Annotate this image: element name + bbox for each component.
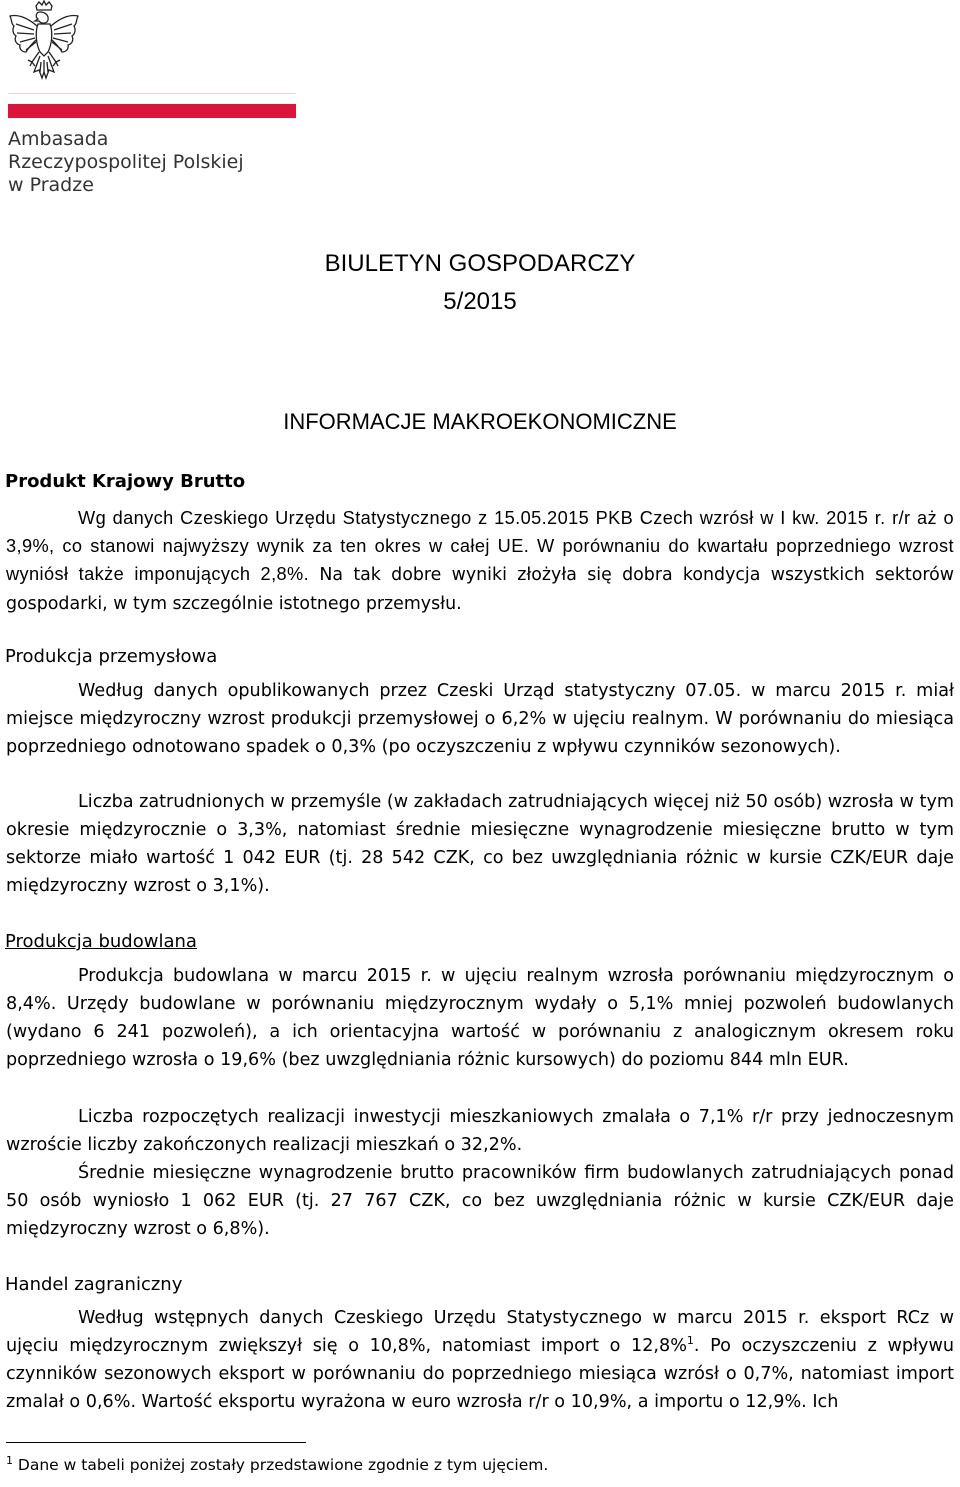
embassy-line-1: Ambasada	[8, 128, 109, 150]
paragraph-handel	[6, 1304, 954, 1416]
heading-przemysl: Produkcja przemysłowa	[5, 646, 218, 667]
footnote-separator	[6, 1442, 306, 1443]
pkb-text-1: Wg danych Czeskiego Urzędu Statystycznego z 15.05.2015 PKB Czech wzrósł w I kw. 2015 r. r/r aż o 3,9%, co stanowi najwyższy wynik za ten okres w całej UE. W porównaniu do kwartału poprzedniego wzrost wyniósł także imponujących 2,8%.	[6, 508, 954, 584]
footnote-reference[interactable]: 1	[686, 1334, 694, 1348]
footnote	[6, 1453, 549, 1474]
handel-text-1: Według wstępnych danych Czeskiego Urzędu Statystycznego w marcu 2015 r. eksport RCz w ujęciu międzyrocznym zwiększył się o 10,8%, natomiast import o 12,8%	[6, 1308, 954, 1356]
heading-handel: Handel zagraniczny	[5, 1274, 183, 1295]
paragraph-budownictwo-3: Średnie miesięczne wynagrodzenie brutto pracowników firm budowlanych zatrudniających ponad 50 osób wyniosło 1 062 EUR (tj. 27 767 CZK, co bez uwzględniania różnic w kursie CZK/EUR daje międzyroczny wzrost o 6,8%).	[6, 1163, 954, 1239]
paragraph-pkb	[6, 504, 954, 618]
paragraph-przemysl-1: Według danych opublikowanych przez Czeski Urząd statystyczny 07.05. w marcu 2015 r. miał miejsce międzyroczny wzrost produkcji przemysłowej o 6,2% w ujęciu realnym. W porównaniu do miesiąca poprzedniego odnotowano spadek o 0,3% (po oczyszczeniu z wpływu czynników sezonowych).	[6, 681, 954, 757]
section-subtitle: INFORMACJE MAKROEKONOMICZNE	[283, 409, 677, 434]
flag-red-stripe	[8, 104, 296, 118]
heading-pkb: Produkt Krajowy Brutto	[5, 471, 246, 492]
embassy-line-2: Rzeczypospolitej Polskiej	[8, 151, 244, 173]
paragraph-budownictwo-1: Produkcja budowlana w marcu 2015 r. w ujęciu realnym wzrosła porównaniu międzyrocznym o 8,4%. Urzędy budowlane w porównaniu międzyrocznym wydały o 5,1% mniej pozwoleń budowlanych (wydano 6 241 pozwoleń), a ich orientacyjna wartość w porównaniu z analogicznym okresem roku poprzedniego wzrosła o 19,6% (bez uwzględniania różnic kursowych) do poziomu 844 mln EUR.	[6, 966, 954, 1070]
paragraph-budownictwo-2: Liczba rozpoczętych realizacji inwestycji mieszkaniowych zmalała o 7,1% r/r przy jednoczesnym wzroście liczby zakończonych realizacji mieszkań o 32,2%.	[6, 1107, 954, 1155]
flag-white-stripe	[8, 93, 296, 102]
paragraph-przemysl-2: Liczba zatrudnionych w przemyśle (w zakładach zatrudniających więcej niż 50 osób) wzrosła w tym okresie międzyrocznie o 3,3%, natomiast średnie miesięczne wynagrodzenie miesięczne brutto w tym sektorze miało wartość 1 042 EUR (tj. 28 542 CZK, co bez uwzględniania różnic w kursie CZK/EUR daje międzyroczny wzrost o 3,1%).	[6, 792, 954, 896]
embassy-name	[8, 128, 328, 197]
bulletin-title: BIULETYN GOSPODARCZY	[324, 250, 636, 277]
handel-text-2: . Po oczyszczeniu z wpływu czynników sezonowych eksport w porównaniu do poprzedniego miesiąca wzrósł o 0,7%, natomiast import zmalał o 0,6%. Wartość eksportu wyrażona w euro wzrosła r/r o 10,9%, a importu o 12,9%. Ich	[6, 1336, 954, 1412]
footnote-text: Dane w tabeli poniżej zostały przedstawione zgodnie z tym ujęciem.	[13, 1456, 549, 1474]
polish-eagle-emblem-icon	[6, 0, 82, 86]
footnote-mark: 1	[6, 1453, 13, 1467]
pkb-text-2: Na tak dobre wyniki złożyła się dobra kondycja wszystkich sektorów gospodarki, w tym szczególnie istotnego przemysłu.	[6, 565, 954, 614]
bulletin-issue: 5/2015	[443, 288, 517, 315]
heading-budownictwo: Produkcja budowlana	[5, 931, 197, 952]
embassy-line-3: w Pradze	[8, 174, 94, 196]
